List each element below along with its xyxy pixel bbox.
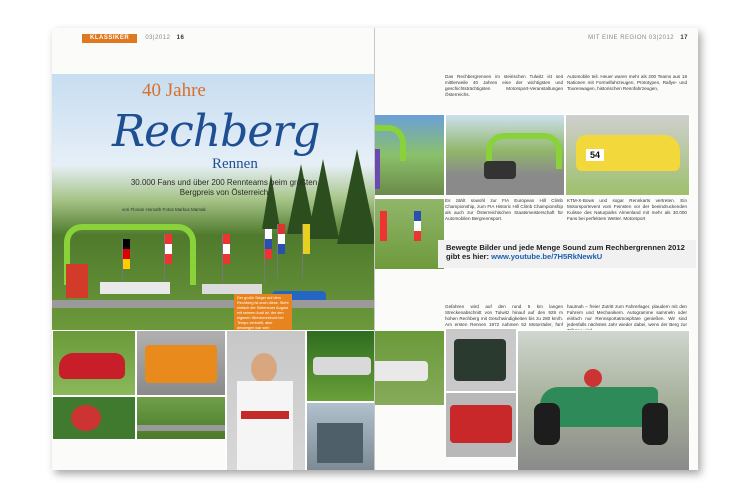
- photo-flags: [375, 198, 445, 270]
- photo-hill-road: [136, 396, 226, 440]
- photo-finish-arch: [445, 114, 565, 196]
- photo-driver-wave: [226, 330, 306, 470]
- left-page-header: [82, 34, 184, 43]
- race-car: [145, 345, 217, 383]
- text-column: KTM-X-Bows und sogar Rennkarts vertreten. Ein Motorsportevent vom Feinsten vor der beeindruckenden Kulisse des Naturparks Almenland mit mehr als 30.000 Fans bei perfektem Wetter. Motorsport: [567, 198, 687, 221]
- flag: [265, 229, 272, 259]
- section-tag: KLASSIKER: [82, 34, 137, 43]
- photo-prototype-car: [52, 330, 136, 396]
- driver-helmet: [584, 369, 602, 387]
- headline-sub: Rennen: [212, 156, 258, 172]
- photo-green-formula: [517, 330, 690, 470]
- text-column: Das Rechbergrennen im steirischen Tulwitz ist seit mittlerweile 40 Jahren eine der wichtigsten und geschichtsträchtigsten Motorsport-Veranstaltungen Österreichs.: [445, 74, 563, 97]
- subheadline: 30.000 Fans und über 200 Rennteams beim größten Bergpreis von Österreich: [130, 178, 318, 197]
- race-car: [450, 405, 512, 443]
- photo-mechanics: [306, 402, 375, 470]
- photo-red-classic: [445, 392, 517, 458]
- video-link[interactable]: www.youtube.be/7H5RkNewkU: [491, 252, 603, 261]
- text-column: Automobile teil. Heuer waren mehr als 200 Teams aus 18 Nationen mit Formelfahrzeugen, Prototypen, Rallye- und Tourenwagen, historischen Rennfahrzeugen,: [567, 74, 687, 91]
- video-banner-link-line: [438, 252, 696, 261]
- photo-yellow-car: [565, 114, 690, 196]
- tent: [100, 282, 170, 294]
- video-banner: [438, 240, 696, 268]
- flag: [278, 224, 285, 254]
- wheel: [534, 403, 560, 445]
- magazine-spread: [52, 28, 698, 470]
- flag: [165, 234, 172, 264]
- tree: [307, 159, 339, 239]
- headline-main: Rechberg: [112, 106, 320, 157]
- driver-suit: [237, 381, 293, 470]
- headline-kicker: 40 Jahre: [142, 80, 206, 101]
- flag: [123, 239, 130, 269]
- video-banner-prefix: gibt es hier:: [446, 252, 492, 261]
- left-page: [52, 28, 375, 470]
- driver-face: [251, 353, 277, 383]
- photo-formula-car: [306, 330, 375, 402]
- race-car: [375, 361, 428, 381]
- photo-caption: Der große Sieger auf dem Rechberg ist auch diese. Sieht einfach der Seiteneuer August mit seinem Audi ist, der den eigenen Streckenrekord bei Tempo verbuhlt, aber deswegen war sein: [234, 294, 292, 336]
- photo-orange-car: [136, 330, 226, 396]
- road: [137, 425, 225, 431]
- race-car: [313, 357, 371, 375]
- video-banner-headline: Bewegte Bilder und jede Menge Sound zum Rechbergrennen 2012: [446, 243, 685, 252]
- text-column: hautnah – freier Zutritt zum Fahrerlager, plaudern mit den Fahrern und Mechanikern. Autogramme sammeln oder einfach nur Rennsportatmosphäre genießen. Wir sind jedenfalls nächstes Jahr wieder dabei, wenn der Berg zur: [567, 304, 687, 327]
- photo-dark-classic: [445, 328, 517, 392]
- race-car: [484, 161, 516, 179]
- text-column: Gefahren wird auf den rund 5 km langen Streckenabschnitt von Tulwitz hinauf auf den 928 m hohen Rechberg mit Geschwindigkeiten bis zu 280 km/h. Am ersten Rennen 1972 nahmen 52 Motorräder, fünf: [445, 304, 563, 327]
- car-engine: [317, 423, 363, 463]
- right-page-number: 17: [680, 35, 688, 41]
- suit-stripe: [241, 411, 289, 419]
- race-car: [59, 353, 125, 379]
- race-car: [454, 339, 506, 381]
- issue-label: 03|2012: [145, 35, 171, 41]
- right-header-text: MIT EINE REGION 03|2012: [588, 35, 675, 41]
- author-credit: von Florian Horvath Fotos Markus Mamak: [122, 207, 206, 212]
- photo-tyres: [52, 396, 136, 440]
- text-column: Es zählt sowohl zur FIA European Hill Climb Championship, zum FIA Historic Hill Climb Championship als auch zur Österreichischen Staatsmeisterschaft für Automobilen Bergrennsport.: [445, 198, 563, 221]
- left-page-number: 16: [176, 35, 185, 41]
- flag: [303, 224, 310, 254]
- track: [52, 300, 375, 308]
- flag: [380, 211, 387, 241]
- photo-formula-race: [375, 330, 445, 406]
- tree: [337, 149, 375, 244]
- flag: [223, 234, 230, 264]
- tent: [202, 284, 262, 294]
- wheel: [642, 403, 668, 445]
- red-banner: [66, 264, 88, 298]
- flag: [414, 211, 421, 241]
- tyre-stack: [71, 405, 101, 431]
- car-number: 54: [586, 149, 604, 161]
- right-page-header: [588, 34, 688, 43]
- photo-crowd-arch: [375, 114, 445, 196]
- spectator: [375, 149, 380, 189]
